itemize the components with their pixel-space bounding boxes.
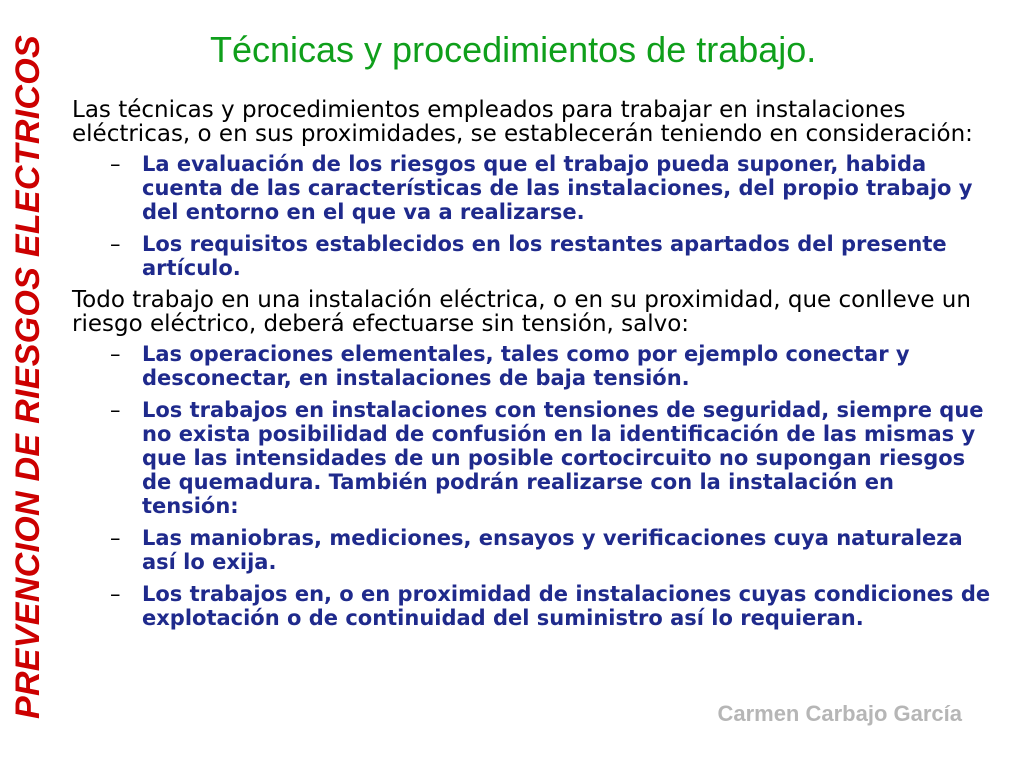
list-item <box>72 526 992 574</box>
list-item-text: Las operaciones elementales, tales como por ejemplo conectar y desconectar, en instalaciones de baja tensión. <box>142 342 910 390</box>
list-item-text: Los requisitos establecidos en los restantes apartados del presente artículo. <box>142 232 947 280</box>
dash-bullet: – <box>110 398 121 422</box>
list-item <box>72 342 992 390</box>
intro-paragraph-2: Todo trabajo en una instalación eléctrica, o en su proximidad, que conlleve un riesgo eléctrico, deberá efectuarse sin tensión, salvo: <box>72 287 971 337</box>
slide-title: Técnicas y procedimientos de trabajo. <box>210 29 817 70</box>
list-item-text: La evaluación de los riesgos que el trabajo pueda suponer, habida cuenta de las características de las instalaciones, del propio trabajo y del entorno en el que va a realizarse. <box>142 152 973 224</box>
list-item-text: Las maniobras, mediciones, ensayos y verificaciones cuya naturaleza así lo exija. <box>142 526 963 574</box>
dash-bullet: – <box>110 152 121 176</box>
dash-bullet: – <box>110 526 121 550</box>
list-item <box>72 232 992 280</box>
author-watermark: Carmen Carbajo García <box>717 701 962 726</box>
exceptions-list <box>72 342 992 630</box>
list-item <box>72 152 992 224</box>
side-title: PREVENCION DE RIESGOS ELECTRICOS <box>9 34 47 720</box>
dash-bullet: – <box>110 342 121 366</box>
list-item <box>72 582 992 630</box>
list-item <box>72 398 992 518</box>
intro-paragraph-1: Las técnicas y procedimientos empleados para trabajar en instalaciones eléctricas, o en sus proximidades, se establecerán teniendo en consideración: <box>72 97 973 147</box>
list-item-text: Los trabajos en instalaciones con tensiones de seguridad, siempre que no exista posibilidad de confusión en la identificación de las mismas y que las intensidades de un posible cortocircuito no supongan riesgos de quemadura. También podrán realizarse con la instalación en tensión: <box>142 398 984 518</box>
dash-bullet: – <box>110 232 121 256</box>
considerations-list <box>72 152 992 280</box>
slide-content <box>72 98 992 638</box>
list-item-text: Los trabajos en, o en proximidad de instalaciones cuyas condiciones de explotación o de continuidad del suministro así lo requieran. <box>142 582 991 630</box>
side-title-container <box>8 32 48 722</box>
dash-bullet: – <box>110 582 121 606</box>
